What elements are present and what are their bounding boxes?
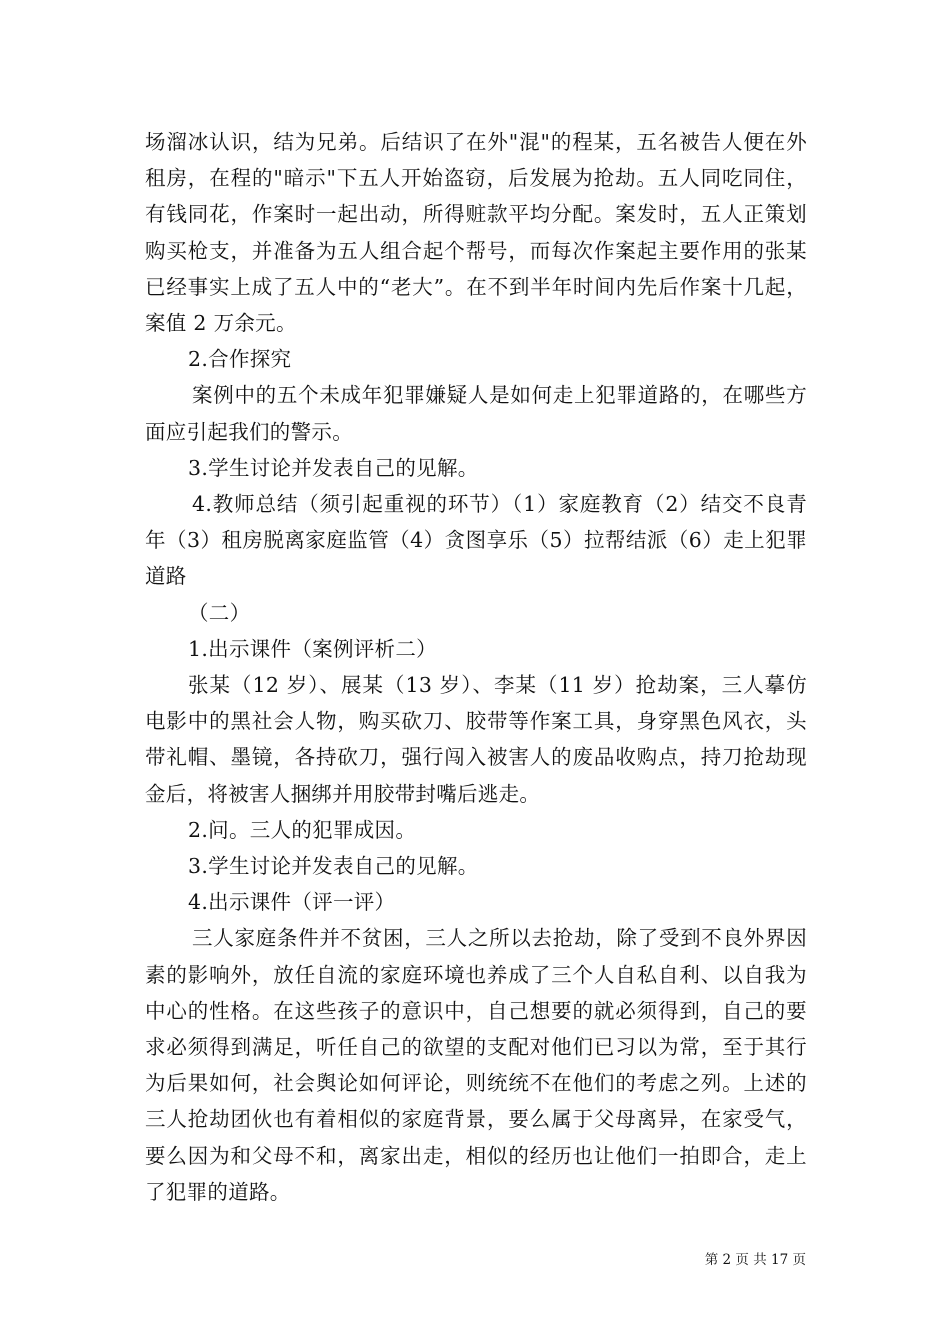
paragraph-review-analysis: 三人家庭条件并不贫困，三人之所以去抢劫，除了受到不良外界因素的影响外，放任自流的家庭环境也养成了三个人自私自利、以自我为中心的性格。在这些孩子的意识中，自己想要的就必须得到，自己的要求必须得到满足，听任自己的欲望的支配对他们已习以为常，至于其行为后果如何，社会舆论如何评论，则统统不在他们的考虑之列。上述的三人抢劫团伙也有着相似的家庭背景，要么属于父母离异，在家受气，要么因为和父母不和，离家出走，相似的经历也让他们一拍即合，走上了犯罪的道路。 <box>145 926 807 1204</box>
paragraph-student-discussion: 3.学生讨论并发表自己的见解。 <box>188 455 479 480</box>
paragraph-case-two: 张某（12 岁）、展某（13 岁）、李某（11 岁）抢劫案，三人摹仿电影中的黑社会人物，购买砍刀、胶带等作案工具，身穿黑色风衣，头带礼帽、墨镜，各持砍刀，强行闯入被害人的废品收购点，持刀抢劫现金后，将被害人捆绑并用胶带封嘴后逃走。 <box>145 673 807 806</box>
heading-cooperative-inquiry: 2.合作探究 <box>188 347 292 372</box>
body-text <box>145 124 807 1210</box>
page-number-footer: 第 2 页 共 17 页 <box>704 1252 806 1268</box>
section-heading-two: （二） <box>188 600 251 625</box>
paragraph-case-continued: 场溜冰认识，结为兄弟。后结识了在外"混"的程某，五名被告人便在外租房，在程的"暗示"下五人开始盗窃，后发展为抢劫。五人同吃同住，有钱同花，作案时一起出动，所得赃款平均分配。案发时，五人正策划购买枪支，并准备为五人组合起个帮号，而每次作案起主要作用的张某已经事实上成了五人中的“老大”。在不到半年时间内先后作案十几起，案值 2 万余元。 <box>145 130 807 336</box>
heading-show-courseware-case-two: 1.出示课件（案例评析二） <box>188 636 437 661</box>
paragraph-teacher-summary: 4.教师总结（须引起重视的环节）（1）家庭教育（2）结交不良青年（3）租房脱离家庭监管（4）贪图享乐（5）拉帮结派（6）走上犯罪道路 <box>145 492 807 589</box>
heading-show-courseware-review: 4.出示课件（评一评） <box>188 890 396 915</box>
paragraph-question-causes: 2.问。三人的犯罪成因。 <box>188 817 417 842</box>
paragraph-student-discussion-two: 3.学生讨论并发表自己的见解。 <box>188 854 479 879</box>
paragraph-inquiry-question: 案例中的五个未成年犯罪嫌疑人是如何走上犯罪道路的，在哪些方面应引起我们的警示。 <box>145 383 807 444</box>
